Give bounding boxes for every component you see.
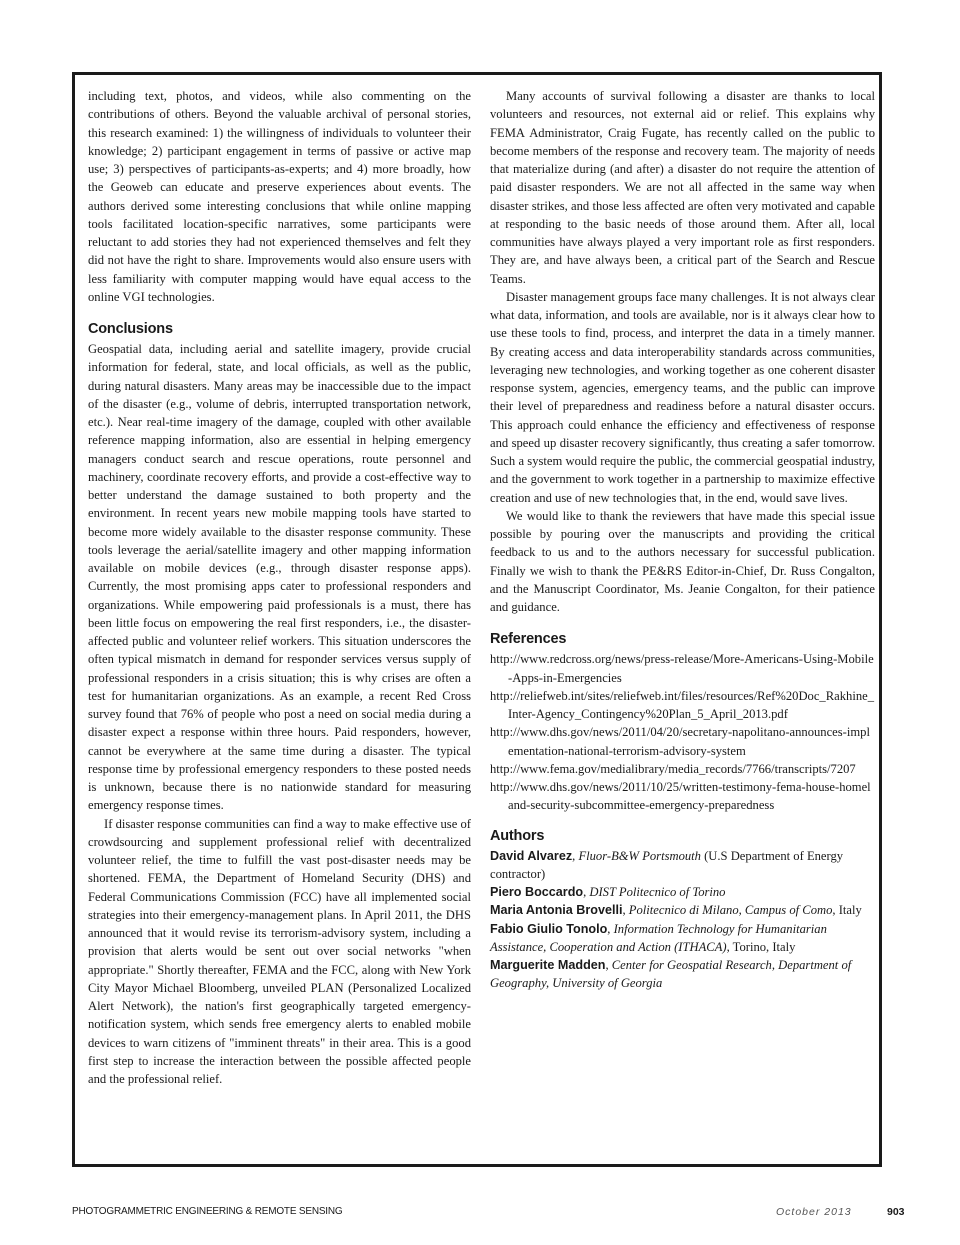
- page-number: 903: [887, 1206, 905, 1218]
- author-affiliation-extra: , Italy: [832, 903, 862, 918]
- issue-date: October 2013: [776, 1206, 852, 1218]
- author-affiliation: Center for Geospatial Research, Department of Geography, University of Georgia: [490, 958, 852, 991]
- author-entry: David Alvarez, Fluor-B&W Portsmouth (U.S Department of Energy contractor): [490, 848, 844, 881]
- journal-name: PHOTOGRAMMETRIC ENGINEERING & REMOTE SENSING: [72, 1206, 343, 1217]
- author-affiliation: DIST Politecnico of Torino: [589, 885, 726, 899]
- reference-item[interactable]: http://www.dhs.gov/news/2011/10/25/written-testimony-fema-house-homeland-security-subcommittee-emergency-preparedness: [490, 780, 871, 813]
- right-column: [490, 87, 875, 993]
- author-affiliation: Fluor-B&W Portsmouth: [578, 848, 701, 863]
- author-name: Marguerite Madden: [490, 958, 606, 972]
- reference-list: [490, 650, 875, 814]
- author-affiliation-extra: , Torino, Italy: [726, 939, 796, 954]
- conclusions-paragraph-1: Geospatial data, including aerial and satellite imagery, provide crucial information for federal, state, and local officials, as well as the public, during natural disasters. Many areas may be inaccessible due to the impact of the disaster (e.g., volume of debris, interrupted transportation network, etc.). Near real-time imagery of the damage, coupled with other available reference mapping information, also are essential in helping emergency managers conduct search and rescue operations, route personnel and machinery, coordinate recovery efforts, and provide a cost-effective way to better understand the damage sustained to both property and the environment. In recent years new mobile mapping tools have started to become more widely available to the disaster response community. These tools leverage the aerial/satellite imagery and other mapping information available on mobile devices (e.g., through disaster response apps). Currently, the most promising apps cater to professional responders and organizations. While empowering paid professionals is a must, there has been little focus on empowering the real first responders, i.e., the disaster-affected public and volunteer relief workers. This situation underscores the often typical mismatch in demand for responder services versus supply of professional responders in a crisis situation; this is why crises are often a test for humanitarian organizations. As an example, a recent Red Cross survey found that 76% of people who post a need on social media during a disaster expect a response within three hours. Paid responders, however, cannot be everywhere at the same time during a disaster. The typical response time by professional emergency responders to these posted needs is unknown, because there is no nationwide standard for measuring emergency response times.: [88, 342, 471, 813]
- heading-authors: Authors: [490, 827, 545, 844]
- author-name: Maria Antonia Brovelli: [490, 903, 623, 918]
- author-affiliation: Information Technology for Humanitarian Assistance, Cooperation and Action (ITHACA): [490, 921, 827, 954]
- page-frame: [72, 72, 882, 1167]
- author-affiliation-extra: (U.S Department of Energy contractor): [490, 848, 844, 881]
- author-entry: Maria Antonia Brovelli, Politecnico di Milano, Campus of Como, Italy: [490, 903, 862, 918]
- heading-references: References: [490, 631, 567, 648]
- author-name: Piero Boccardo: [490, 885, 584, 899]
- reference-item[interactable]: http://www.dhs.gov/news/2011/04/20/secretary-napolitano-announces-implementation-national-terrorism-advisory-system: [490, 725, 870, 758]
- intro-paragraph: including text, photos, and videos, while also commenting on the contributions of others. Beyond the valuable archival of personal stories, this research examined: 1) the willingness of individuals to volunteer their knowledge; 2) participant engagement in terms of passive or active map use; 3) perspectives of participants-as-experts; and 4) more broadly, how the Geoweb can educate and preserve experiences about events. The authors derived some interesting conclusions that while online mapping tools facilitated location-specific narratives, some participants were reluctant to add stories they had not experienced themselves and felt they did not have the right to share. Improvements would also ensure users with less familiarity with computer mapping would have equal access to the online VGI technologies.: [88, 89, 471, 304]
- author-name: Fabio Giulio Tonolo: [490, 921, 608, 936]
- acknowledgement-paragraph: We would like to thank the reviewers that have made this special issue possible by pouring over the manuscripts and providing the critical feedback to us and to the authors necessary for successful publication. Finally we wish to thank the PE&RS Editor-in-Chief, Dr. Russ Congalton, and the Manuscript Coordinator, Ms. Jeanie Congalton, for their patience and guidance.: [490, 508, 875, 614]
- author-list: [490, 847, 875, 993]
- author-entry: Marguerite Madden, Center for Geospatial Research, Department of Geography, University of Georgia: [490, 958, 852, 991]
- reference-item[interactable]: http://www.fema.gov/medialibrary/media_records/7766/transcripts/7207: [490, 761, 856, 776]
- survival-paragraph: Many accounts of survival following a disaster are thanks to local volunteers and resources, not external aid or relief. This explains why FEMA Administrator, Craig Fugate, has recently called on the public to become members of the response and recovery team. The majority of needs that materialize during (and after) a disaster do not require the attention of paid disaster responders. We are not all affected in the same way when disaster strikes, and those less affected are often very motivated and capable at responding to the basic needs of those around them. After all, local communities have always played a very important role as first responders. They are, and have always been, a critical part of the Search and Rescue Teams.: [490, 89, 875, 286]
- reference-item[interactable]: http://reliefweb.int/sites/reliefweb.int/files/resources/Ref%20Doc_Rakhine_Inter-Agency_Contingency%20Plan_5_April_2013.pdf: [490, 688, 874, 721]
- conclusions-paragraph-2: If disaster response communities can find a way to make effective use of crowdsourcing and supplement professional relief with decentralized volunteer relief, the time to fulfill the vast post-disaster needs may be shortened. FEMA, the Department of Homeland Security (DHS) and Federal Communications Commission (FCC) have all implemented social strategies into their emergency-management plans. In April 2011, the DHS announced that it would revise its terrorism-advisory system, including a provision that alerts would be sent out over social networks "when appropriate." Shortly thereafter, FEMA and the FCC, along with New York City Mayor Michael Bloomberg, unveiled PLAN (Personalized Localized Alert Network), the nation's first geographically targeted emergency-notification system, which sends free emergency alerts to enabled mobile devices to warn citizens of "imminent threats" in their area. This is a good first step to increase the interaction between the possible affected people and the professional relief.: [88, 816, 471, 1086]
- author-entry: Piero Boccardo, DIST Politecnico of Torino: [490, 885, 726, 899]
- page-footer: [72, 1206, 904, 1222]
- challenges-paragraph: Disaster management groups face many challenges. It is not always clear what data, information, and tools are available, nor is it always clear how to use these tools to find, process, and interpret the data in a timely manner. By creating access and data interoperability standards across communities, leveraging new technologies, and working together as one coherent disaster response system, agencies, emergency teams, and the public can improve their level of preparedness and readiness before a natural disaster occurs. This approach could enhance the efficiency and effectiveness of response and speed up disaster recovery significantly, thus creating a safer tomorrow. Such a system would require the public, the commercial geospatial industry, and the government to work together in a partnership to maximize effective creation and use of new technologies that, in the end, would save lives.: [490, 289, 875, 505]
- author-name: David Alvarez: [490, 848, 573, 863]
- author-entry: Fabio Giulio Tonolo, Information Technology for Humanitarian Assistance, Cooperation and Action (ITHACA), Torino, Italy: [490, 921, 827, 954]
- author-affiliation: Politecnico di Milano, Campus of Como: [628, 903, 833, 918]
- left-column: [88, 87, 471, 1088]
- reference-item[interactable]: http://www.redcross.org/news/press-release/More-Americans-Using-Mobile-Apps-in-Emergencies: [490, 652, 874, 685]
- heading-conclusions: Conclusions: [88, 321, 173, 337]
